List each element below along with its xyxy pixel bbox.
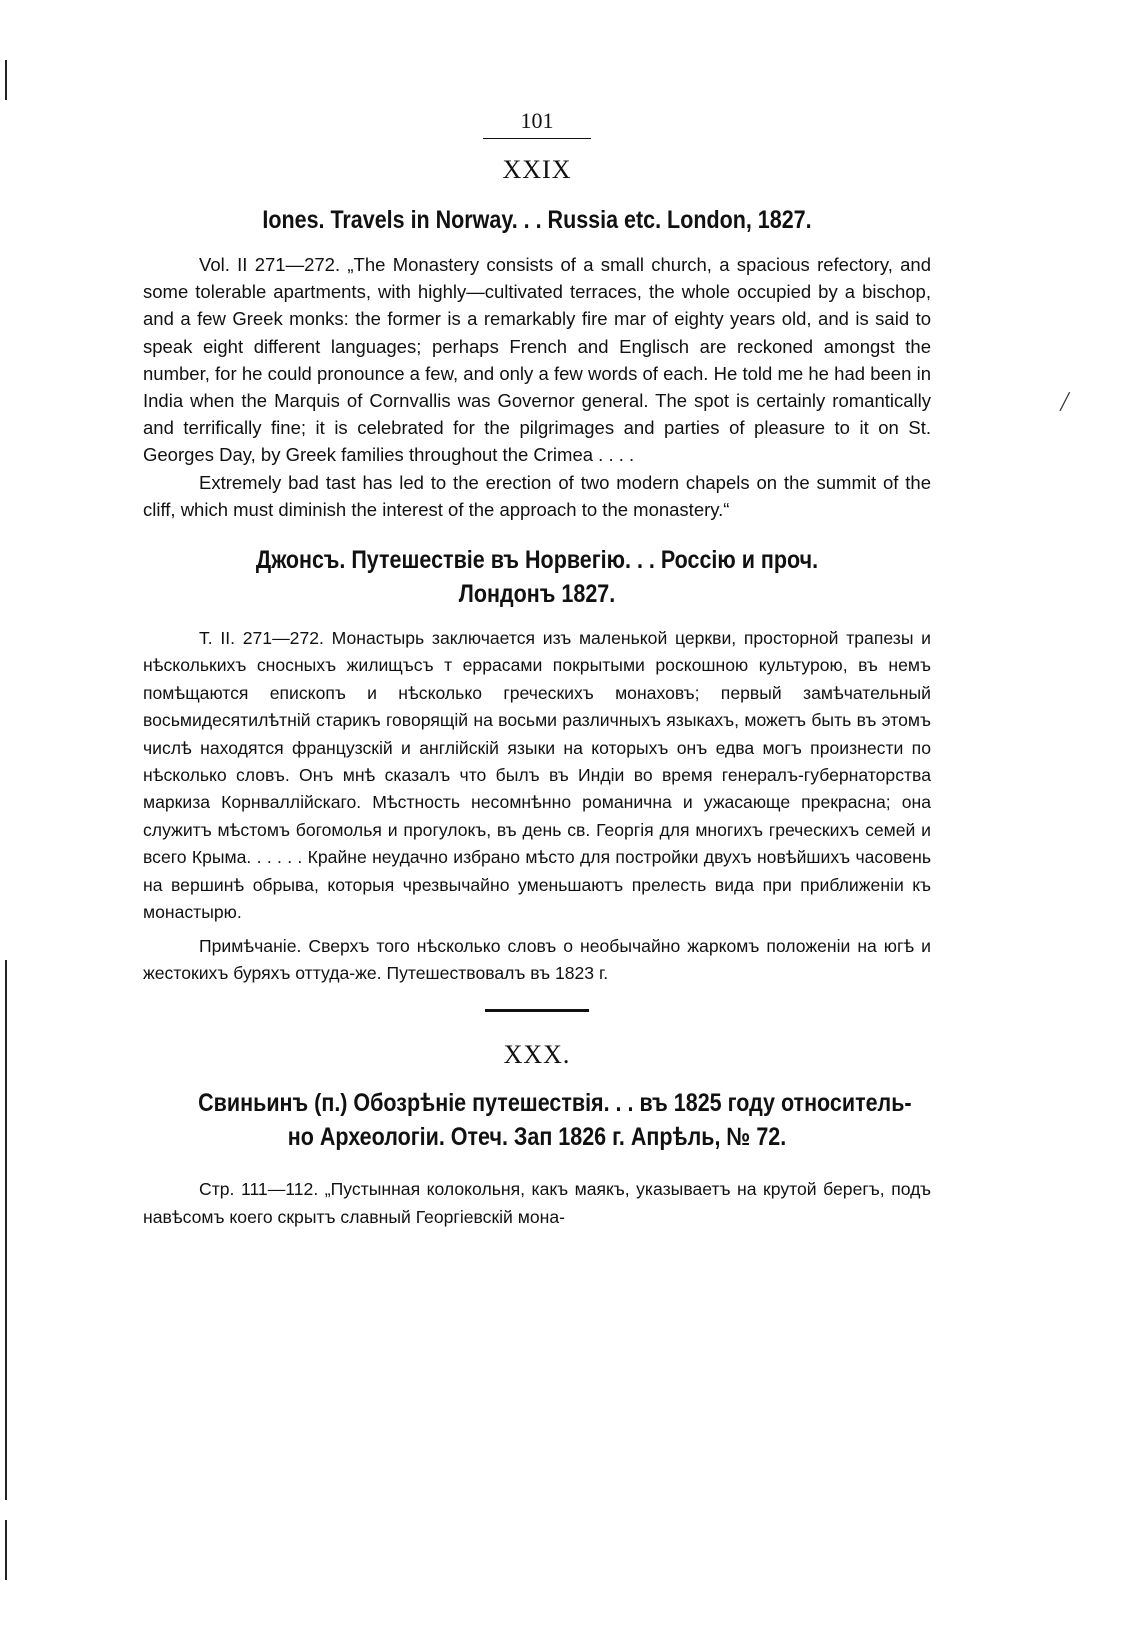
english-paragraph: Vol. II 271—272. „The Monastery consists of a small church, a spacious refectory, and some tolerable apartments, with highly—cultivated terraces, the whole occupied by a bischop, and a few Greek monks: the former is a remarkably fire mar of eighty years old, and is said to speak eight different languages; perhaps French and Englisch are reckoned amongst the number, for he could pronounce a few, and only a few words of each. He told me he had been in India when the Marquis of Cornvallis was Governor general. The spot is certainly romantically and terrifically fine; it is celebrated for the pilgrimages and parties of pleasure to it on St. Georges Day, by Greek families throughout the Crimea . . . .: [143, 254, 931, 466]
page-number: 101: [520, 108, 554, 133]
page-number-rule: [483, 138, 591, 139]
english-quote: [143, 251, 931, 523]
section-xxix: [143, 155, 931, 987]
section-title-ru-line: Свиньинъ (п.) Обозрѣніе путешествія. . . въ 1825 году относитель-: [198, 1089, 912, 1118]
scan-edge-line: [5, 1520, 7, 1580]
section-xxx: [143, 1040, 931, 1231]
section-title-ru-line: Джонсъ. Путешествіе въ Норвегію. . . Россію и проч.: [255, 546, 819, 575]
section-number: XXX.: [503, 1040, 571, 1070]
section-number: XXIX: [502, 155, 572, 184]
russian-paragraph: Стр. 111—112. „Пустынная колокольня, какъ маякъ, указываетъ на крутой берегъ, подъ навѣсомъ коего скрытъ славный Георгіевскій мона-: [143, 1179, 931, 1227]
scan-edge-line: [5, 960, 7, 1500]
russian-translation: [143, 625, 931, 987]
section-title-en: Iones. Travels in Norway. . . Russia etc. London, 1827.: [262, 206, 812, 234]
russian-note: Примѣчаніе. Сверхъ того нѣсколько словъ о необычайно жаркомъ положеніи на югѣ и жестокихъ буряхъ оттуда-же. Путешествовалъ въ 1823 г.: [143, 935, 931, 983]
document-page: [143, 108, 931, 1231]
section-title-ru: [198, 1086, 912, 1154]
section-title-ru-line: Лондонъ 1827.: [458, 580, 616, 609]
section-title-ru-line: но Археологіи. Отеч. Зап 1826 г. Апрѣль, № 72.: [287, 1123, 787, 1152]
russian-text: [143, 1176, 931, 1231]
margin-mark: ╱: [1060, 394, 1070, 411]
scan-edge-line: [5, 60, 7, 100]
russian-paragraph: Т. II. 271—272. Монастырь заключается изъ маленькой церкви, просторной трапезы и нѣсколькихъ сносныхъ жилищъсъ т еррасами покрытыми роскошною культурою, въ немъ помѣщаются епископъ и нѣсколько греческихъ монаховъ; первый замѣчательный восьмидесятилѣтній старикъ говорящій на восьми различныхъ языкахъ, можетъ быть въ этомъ числѣ находятся французскій и англійскій языки на которыхъ онъ едва могъ произнести по нѣсколько словъ. Онъ мнѣ сказалъ что былъ въ Индіи во время генералъ-губернаторства маркиза Корнваллійскаго. Мѣстность несомнѣнно романична и ужасающе прекрасна; она служитъ мѣстомъ богомолья и прогулокъ, въ день св. Георгія для многихъ греческихъ семей и всего Крыма. . . . . . Крайне неудачно избрано мѣсто для постройки двухъ новѣйшихъ часовень на вершинѣ обрыва, которыя чрезвычайно уменьшаютъ прелесть вида при приближеніи къ монастырю.: [143, 628, 931, 923]
section-title-ru: [198, 543, 876, 611]
english-paragraph: Extremely bad tast has led to the erection of two modern chapels on the summit of the cliff, which must diminish the interest of the approach to the monastery.“: [143, 471, 931, 520]
section-divider: [485, 1009, 589, 1012]
